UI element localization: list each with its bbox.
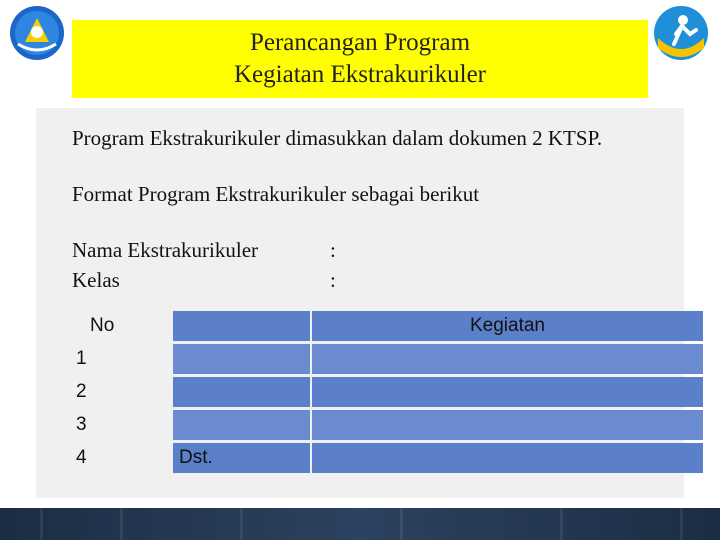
- table-row: [72, 377, 704, 407]
- header-no: No: [90, 315, 115, 336]
- field-colon-kelas: :: [330, 268, 336, 292]
- paragraph-ktsp: Program Ekstrakurikuler dimasukkan dalam dokumen 2 KTSP.: [72, 126, 603, 150]
- table-cell-middle: [173, 443, 310, 473]
- field-label-kelas: Kelas: [72, 268, 120, 292]
- table-cell-middle: [173, 377, 310, 407]
- table-row: [72, 410, 704, 440]
- title-line-1: Perancangan Program: [249, 29, 471, 56]
- table-cell-kegiatan: [312, 344, 703, 374]
- table-header-row: [72, 311, 704, 341]
- footer-stripe: [400, 508, 403, 540]
- table-row: [72, 443, 704, 473]
- title-line-2: Kegiatan Ekstrakurikuler: [234, 61, 486, 88]
- table-cell-middle: [173, 344, 310, 374]
- header-kegiatan: Kegiatan: [469, 315, 545, 336]
- row-number: 4: [76, 447, 87, 468]
- row-middle: Dst.: [179, 447, 213, 468]
- paragraph-format: Format Program Ekstrakurikuler sebagai berikut: [72, 182, 480, 206]
- kemendikbud-logo: [6, 4, 68, 62]
- footer-stripe: [240, 508, 243, 540]
- table-cell-no: [72, 377, 171, 407]
- field-label-nama: Nama Ekstrakurikuler: [72, 238, 259, 262]
- row-number: 2: [76, 381, 87, 402]
- table-cell-middle: [173, 410, 310, 440]
- table-cell-kegiatan: [312, 311, 703, 341]
- footer-bar: [0, 508, 720, 540]
- footer-stripe: [680, 508, 683, 540]
- field-colon-nama: :: [330, 238, 336, 262]
- table-cell-no: [72, 344, 171, 374]
- footer-stripe: [120, 508, 123, 540]
- row-number: 1: [76, 348, 87, 369]
- footer-stripe: [40, 508, 43, 540]
- table-cell-middle: [173, 311, 310, 341]
- footer-stripe: [560, 508, 563, 540]
- table-cell-kegiatan: [312, 443, 703, 473]
- table-cell-kegiatan: [312, 377, 703, 407]
- table-row: [72, 344, 704, 374]
- table-cell-no: [72, 410, 171, 440]
- content-panel: [36, 108, 684, 498]
- table-cell-no: [72, 443, 171, 473]
- table-cell-no: [72, 311, 171, 341]
- tut-wuri-handayani-logo: [652, 4, 710, 62]
- slide-title: [72, 20, 648, 98]
- row-number: 3: [76, 414, 87, 435]
- table-cell-kegiatan: [312, 410, 703, 440]
